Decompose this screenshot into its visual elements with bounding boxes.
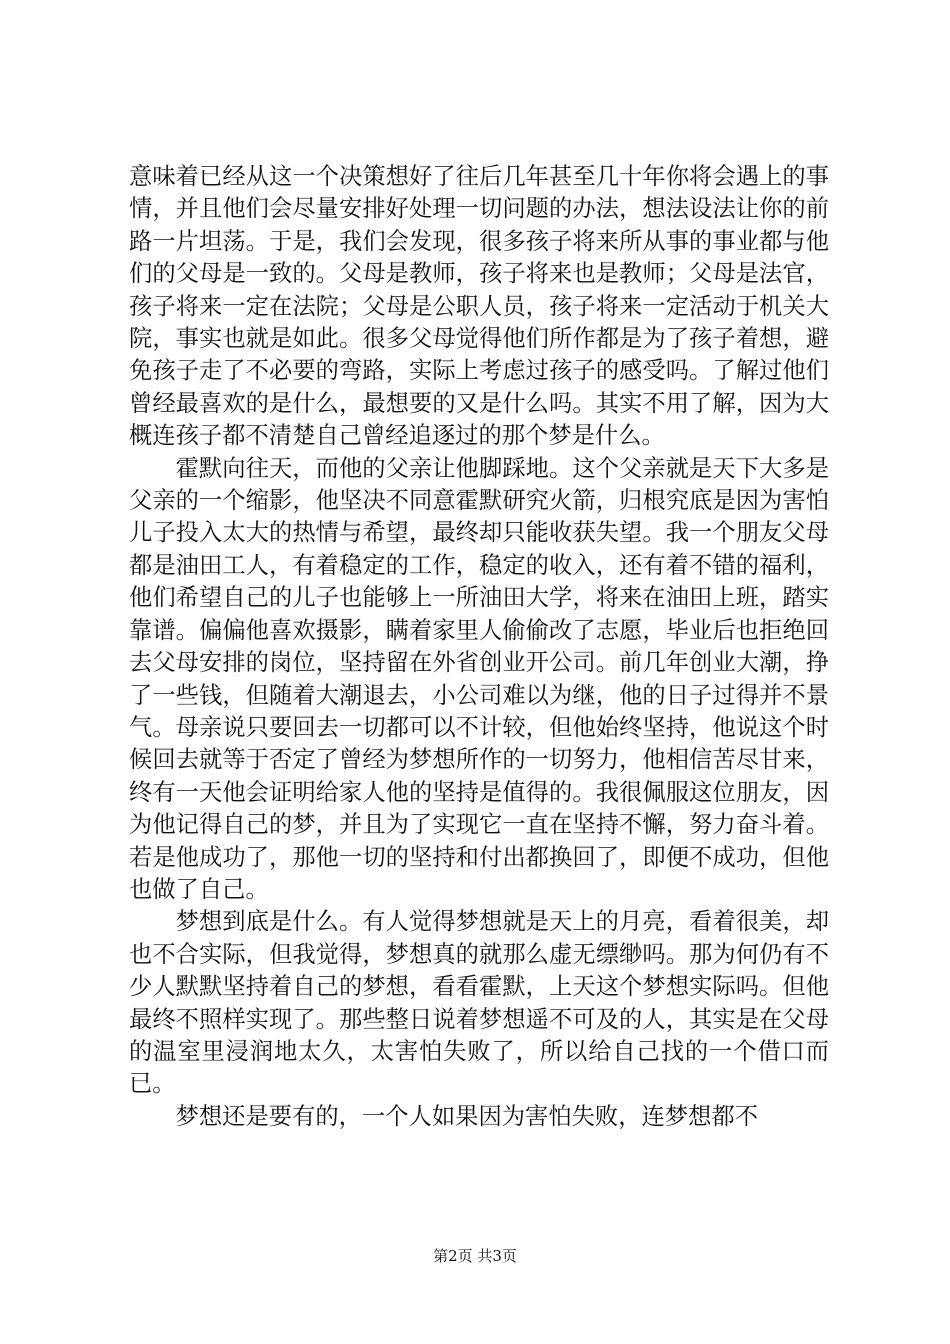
- document-body: [129, 161, 829, 1133]
- paragraph-1: 意味着已经从这一个决策想好了往后几年甚至几十年你将会遇上的事情，并且他们会尽量安排好处理一切问题的办法，想法设法让你的前路一片坦荡。于是，我们会发现，很多孩子将来所从事的事业都与他们的父母是一致的。父母是教师，孩子将来也是教师；父母是法官，孩子将来一定在法院；父母是公职人员，孩子将来一定活动于机关大院，事实也就是如此。很多父母觉得他们所作都是为了孩子着想，避免孩子走了不必要的弯路，实际上考虑过孩子的感受吗。了解过他们曾经最喜欢的是什么，最想要的又是什么吗。其实不用了解，因为大概连孩子都不清楚自己曾经追逐过的那个梦是什么。: [129, 163, 829, 450]
- page-number-label: 第2页 共3页: [433, 1247, 517, 1265]
- page-footer: [0, 1246, 950, 1266]
- paragraph-2: 霍默向往天，而他的父亲让他脚踩地。这个父亲就是天下大多是父亲的一个缩影，他坚决不同意霍默研究火箭，归根究底是因为害怕儿子投入太大的热情与希望，最终却只能收获失望。我一个朋友父母都是油田工人，有着稳定的工作，稳定的收入，还有着不错的福利，他们希望自己的儿子也能够上一所油田大学，将来在油田上班，踏实靠谱。偏偏他喜欢摄影，瞒着家里人偷偷改了志愿，毕业后也拒绝回去父母安排的岗位，坚持留在外省创业开公司。前几年创业大潮，挣了一些钱，但随着大潮退去，小公司难以为继，他的日子过得并不景气。母亲说只要回去一切都可以不计较，但他始终坚持，他说这个时候回去就等于否定了曾经为梦想所作的一切努力，他相信苦尽甘来，终有一天他会证明给家人他的坚持是值得的。我很佩服这位朋友，因为他记得自己的梦，并且为了实现它一直在坚持不懈，努力奋斗着。若是他成功了，那他一切的坚持和付出都换回了，即便不成功，但他也做了自己。: [129, 454, 829, 903]
- paragraph-4: 梦想还是要有的，一个人如果因为害怕失败，连梦想都不: [175, 1102, 759, 1130]
- paragraph-3: 梦想到底是什么。有人觉得梦想就是天上的月亮，看着很美，却也不合实际，但我觉得，梦想真的就那么虚无缥缈吗。那为何仍有不少人默默坚持着自己的梦想，看看霍默，上天这个梦想实际吗。但他最终不照样实现了。那些整日说着梦想遥不可及的人，其实是在父母的温室里浸润地太久，太害怕失败了，所以给自己找的一个借口而已。: [129, 908, 829, 1098]
